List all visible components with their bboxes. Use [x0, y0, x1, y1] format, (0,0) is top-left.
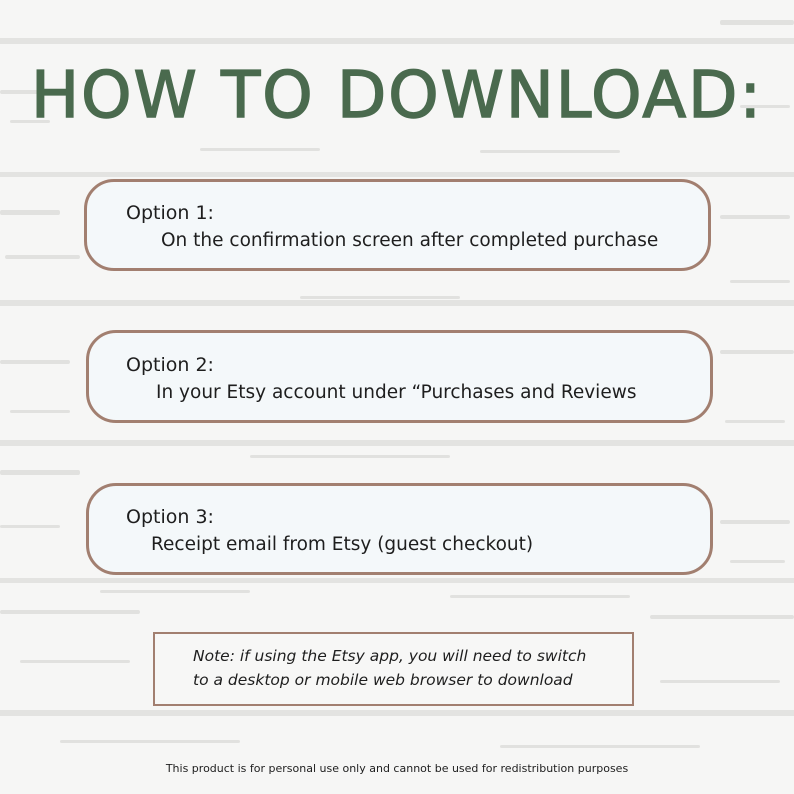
page-title: HOW TO DOWNLOAD: — [31, 59, 763, 133]
note-line-2: to a desktop or mobile web browser to download — [193, 671, 573, 689]
option-1-description: On the confirmation screen after completed purchase — [161, 230, 659, 251]
note-box — [153, 632, 634, 706]
option-3-label: Option 3: — [126, 506, 214, 528]
option-1-label: Option 1: — [126, 202, 214, 224]
option-2-label: Option 2: — [126, 354, 214, 376]
option-2-box — [86, 330, 713, 423]
option-3-description: Receipt email from Etsy (guest checkout) — [151, 534, 534, 555]
note-line-1: Note: if using the Etsy app, you will need to switch — [193, 647, 587, 665]
option-3-box — [86, 483, 713, 575]
option-1-box — [84, 179, 711, 271]
option-2-description: In your Etsy account under “Purchases and Reviews — [156, 382, 637, 403]
footer-disclaimer: This product is for personal use only and cannot be used for redistribution purposes — [165, 762, 629, 775]
